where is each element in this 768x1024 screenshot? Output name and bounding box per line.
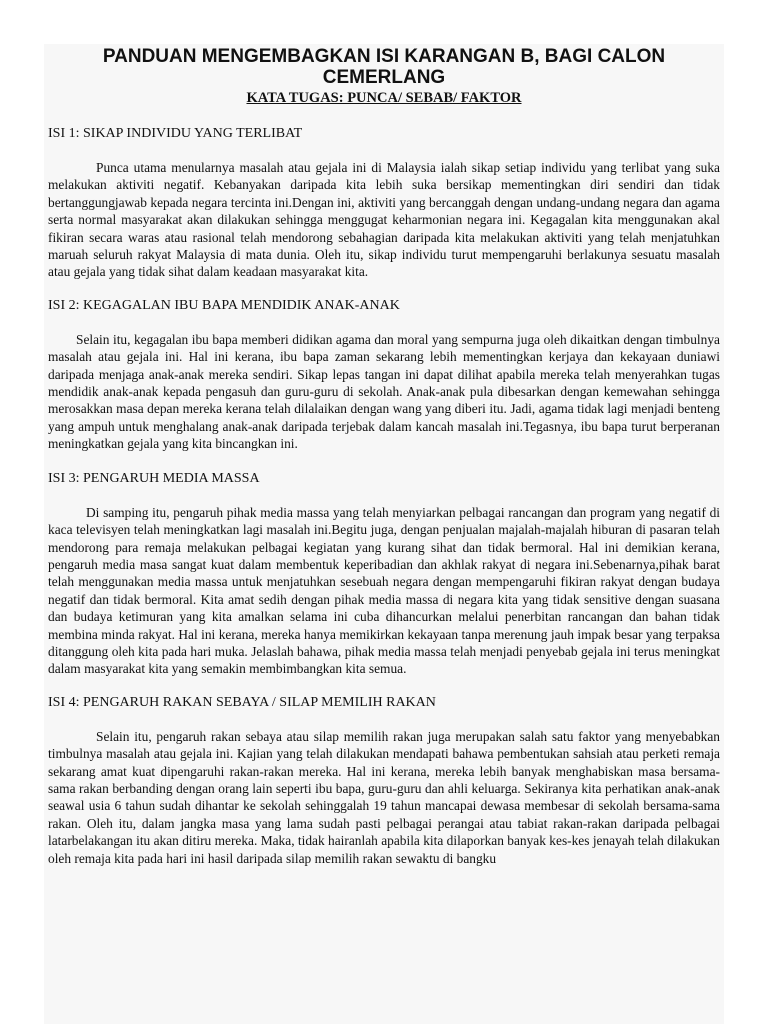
section-paragraph: Selain itu, kegagalan ibu bapa memberi didikan agama dan moral yang sempurna juga oleh dikaitkan dengan timbulnya masalah atau gejala ini. Hal ini kerana, ibu bapa zaman sekarang lebih mementingkan kerjaya dan kekayaan duniawi daripada menjaga anak-anak mereka sendiri. Sikap lepas tangan ini dapat dilihat apabila mereka telah menyerahkan tugas mendidik anak-anak kepada pengasuh dan guru-guru di sekolah. Anak-anak pula dibesarkan dengan kemewahan sehingga merosakkan masa depan mereka kerana telah dilalaikan dengan wang yang diberi itu. Jadi, agama tidak lagi menjadi benteng yang ampuh untuk menghalang anak-anak daripada terjebak dalam kancah masalah ini.Tegasnya, ibu bapa turut berperanan meningkatkan gejala yang kita bincangkan ini. [48, 331, 720, 452]
section-paragraph: Di samping itu, pengaruh pihak media massa yang telah menyiarkan pelbagai rancangan dan program yang negatif di kaca televisyen telah meningkatkan lagi masalah ini.Begitu juga, dengan penjualan majalah-majalah hiburan di pasaran telah mendorong para remaja melakukan pelbagai kegiatan yang kurang sihat dan tidak bermoral. Hal ini demikian kerana, pengaruh media masa sangat kuat dalam membentuk keperibadian dan akhlak rakyat di negara ini.Sebenarnya,pihak barat telah menggunakan media massa untuk menjatuhkan sesebuah negara dengan mempengaruhi fikiran rakyat dengan budaya negatif dan tidak bermoral. Kita amat sedih dengan pihak media massa di negara kita yang tidak sensitive dengan suasana dan budaya ketimuran yang kita amalkan selama ini cuba dihancurkan melalui penerbitan rancangan dan bahan tidak membina minda rakyat. Hal ini kerana, mereka hanya memikirkan kekayaan tanpa merenung jauh impak besar yang terpaksa ditanggung oleh kita pada hari muka. Jelaslah bahawa, pihak media massa telah menjadi penyebab gejala ini terus meningkat dalam masyarakat kita yang semakin membimbangkan kita semua. [48, 504, 720, 677]
section-heading: ISI 1: SIKAP INDIVIDU YANG TERLIBAT [48, 126, 303, 141]
document-title: PANDUAN MENGEMBAGKAN ISI KARANGAN B, BAGI CALON CEMERLANG [102, 46, 666, 88]
document-page [44, 44, 724, 1024]
document-subtitle: KATA TUGAS: PUNCA/ SEBAB/ FAKTOR [246, 90, 522, 106]
section-heading: ISI 4: PENGARUH RAKAN SEBAYA / SILAP MEMILIH RAKAN [48, 694, 436, 710]
section-heading: ISI 3: PENGARUH MEDIA MASSA [48, 470, 260, 486]
section-paragraph: Selain itu, pengaruh rakan sebaya atau silap memilih rakan juga merupakan salah satu faktor yang menyebabkan timbulnya masalah atau gejala ini. Kajian yang telah dilakukan mendapati bahawa pembentukan sahsiah atau perketi remaja sekarang amat kuat dipengaruhi rakan-rakan mereka. Hal ini kerana, mereka lebih banyak menghabiskan masa bersama-sama rakan berbanding dengan orang lain seperti ibu bapa, guru-guru dan ahli keluarga. Sekiranya kita perhatikan anak-anak seawal usia 6 tahun sudah dihantar ke sekolah sehinggalah 19 tahun mancapai dewasa membesar di sekolah bersama-sama rakan. Oleh itu, dalam jangka masa yang lama sudah pasti pelbagai perangai atau tabiat rakan-rakan daripada pelbagai latarbelakangan itu akan ditiru mereka. Maka, tidak hairanlah apabila kita dilaporkan banyak kes-kes jenayah telah dilakukan oleh remaja kita pada hari ini hasil daripada silap memilih rakan sewaktu di bangku [48, 728, 720, 866]
section-heading: ISI 2: KEGAGALAN IBU BAPA MENDIDIK ANAK-ANAK [48, 297, 400, 313]
section-paragraph: Punca utama menularnya masalah atau gejala ini di Malaysia ialah sikap setiap individu yang terlibat yang suka melakukan aktiviti negatif. Kebanyakan daripada kita lebih suka bersikap mementingkan diri sendiri dan tidak bertanggungjawab kepada negara tercinta ini.Dengan ini, aktiviti yang bercanggah dengan undang-undang negara dan agama serta normal masyarakat akan dilakukan sehingga menggugat keharmonian negara ini. Kegagalan kita menggunakan akal fikiran secara waras atau rasional telah mendorong sebahagian daripada kita melakukan aktiviti yang telah menjatuhkan maruah seluruh rakyat Malaysia di mata dunia. Oleh itu, sikap individu turut mempengaruhi berlakunya sesuatu masalah atau gejala yang tidak sihat dalam keadaan masyarakat kita. [48, 160, 720, 280]
